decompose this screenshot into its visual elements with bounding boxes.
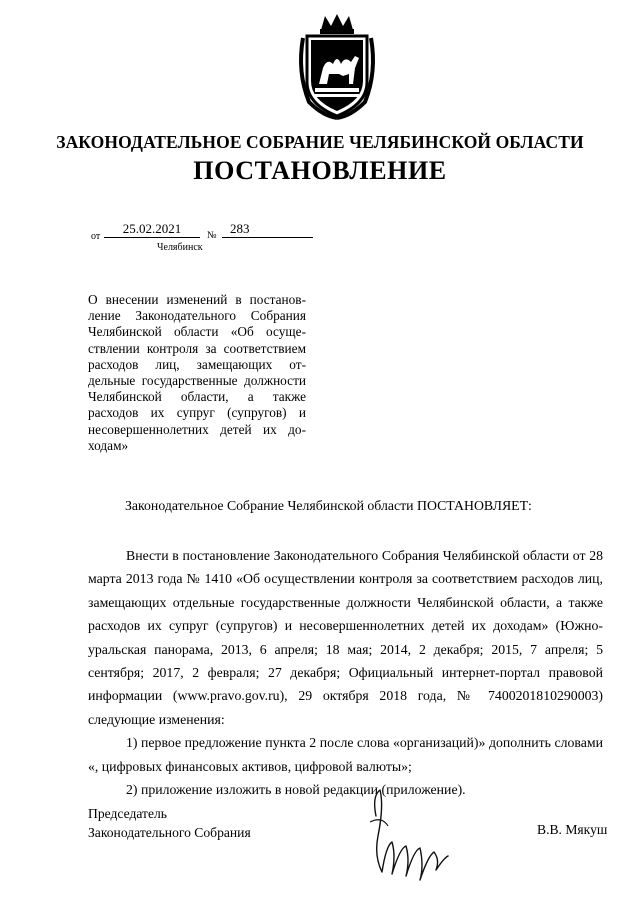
resolution-heading: Законодательное Собрание Челябинской области ПОСТАНОВЛЯЕТ: xyxy=(125,498,532,513)
signatory-title-line-2: Законодательного Собрания xyxy=(88,825,251,840)
signatory-title-line-1: Председатель xyxy=(88,806,167,821)
body-intro-paragraph: Внести в постановление Законодательного Собрания Челябинской области от 28 марта 2013 года № 1410 «Об осуществлении контроля за соответствием расходов лиц, замещающих отдельные государственные должности Челябинской области, а также расходов их супруг (супругов) и несовершеннолетних детей их доходам» (Южноуральская панорама, 2013, 6 апреля; 18 мая; 2014, 2 декабря; 2015, 7 апреля; 5 сентября; 2017, 2 февраля; 27 декабря; Официальный интернет-портал правовой информации (www.pravo.gov.ru), 29 октября 2018 года, № 7400201810290003) следующие изменения: xyxy=(88,548,603,727)
body-item-2: 2) приложение изложить в новой редакции (приложение). xyxy=(126,782,466,798)
city-label: Челябинск xyxy=(157,242,203,253)
signatory-title xyxy=(88,804,251,842)
body-item-1: 1) первое предложение пункта 2 после слова «организаций)» дополнить словами «, цифровых финансовых активов, цифровой валюты»; xyxy=(88,735,603,774)
organization-title: ЗАКОНОДАТЕЛЬНОЕ СОБРАНИЕ ЧЕЛЯБИНСКОЙ ОБЛАСТИ xyxy=(56,132,584,152)
signatory-name: В.В. Мякуш xyxy=(537,822,608,837)
document-date: 25.02.2021 xyxy=(104,221,200,238)
coat-of-arms-icon xyxy=(293,12,381,120)
document-subject: О внесении изменений в постановление Законодательного Собрания Челябинской области «Об осуществлении контроля за соответствием расходов лиц, замещающих отдельные государственные должности Челябинской области, а также расходов их супруг (супругов) и несовершеннолетних детей их доходам» xyxy=(88,292,306,453)
date-prefix: от xyxy=(91,231,101,242)
document-number: 283 xyxy=(222,221,313,238)
number-prefix: № xyxy=(207,230,217,241)
handwritten-signature-icon xyxy=(362,786,454,886)
document-type: ПОСТАНОВЛЕНИЕ xyxy=(193,156,447,185)
date-number-row xyxy=(91,221,331,242)
document-body xyxy=(88,544,603,801)
